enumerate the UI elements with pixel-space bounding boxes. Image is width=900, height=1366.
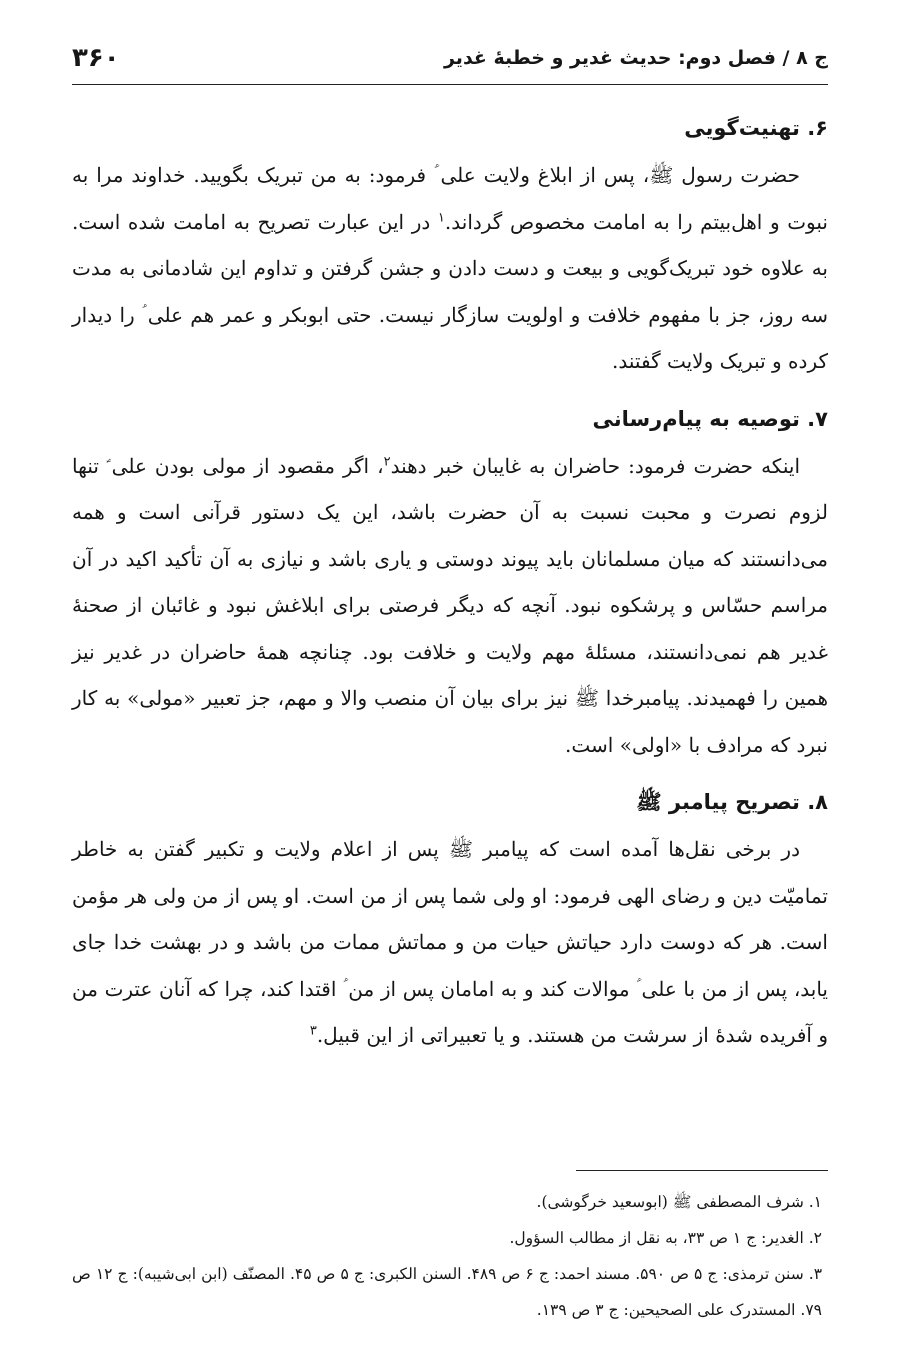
page-number: ۳۶۰ [72,43,120,73]
header-rule [72,84,828,85]
running-head [72,38,828,78]
footnote-1: ۱. شرف المصطفی ﷺ (ابوسعید خرگوشی). [536,1193,822,1211]
footnote-2: ۲. الغدیر: ج ۱ ص ۳۳، به نقل از مطالب السؤول. [509,1229,822,1247]
paragraph-text: در برخی نقل‌ها آمده است که پیامبر ﷺ پس از اعلام ولایت و تکبیر گفتن به خاطر تمامیّت دین و رضای الهی فرمود: او ولی شما پس از من است. او پس از من ولی هر مؤمن است. هر که دوست دارد حیاتش حیات من و مماتش ممات من باشد و در بهشت خدا جای یابد، پس از من با علی ؑ موالات کند و به امامان پس از من ؑ اقتدا کند، چرا که آنان عترت من و آفریده شدهٔ از سرشت من هستند. و یا تعبیراتی از این قبیل. [72,837,828,1047]
paragraph-text-continued: در این عبارت تصریح به امامت شده است. به علاوه خود تبریک‌گویی و بیعت و دست دادن و جشن گرفتن و تداوم این شادمانی به مدت سه روز، جز با مفهوم خلافت و اولویت سازگار نیست. حتی ابوبکر و عمر هم علی ؑ را دیدار کرده و تبریک ولایت گفتند. [72,209,828,373]
footnote-ref-3[interactable]: ۳ [309,1023,317,1039]
footnotes [72,1184,828,1328]
running-title: ج ۸ / فصل دوم: حدیث غدیر و خطبهٔ غدیر [443,47,828,69]
main-text [72,104,828,1069]
section-paragraph-7 [72,443,828,769]
paragraph-text: اینکه حضرت فرمود: حاضران به غایبان خبر دهند [390,453,800,478]
section-heading-7: ۷. توصیه به پیام‌رسانی [592,406,828,431]
footnote-ref-2[interactable]: ۲ [383,453,391,469]
section-paragraph-6 [72,152,828,385]
section-heading-6: ۶. تهنیت‌گویی [684,116,828,140]
paragraph-text: حضرت رسول ﷺ، پس از ابلاغ ولایت علی ؑ فرمود: به من تبریک بگویید. خداوند مرا به نبوت و اهل‌بیتم را به امامت مخصوص گرداند. [72,163,828,234]
section-heading-8: ۸. تصریح پیامبر ﷺ [636,790,828,814]
footnote-rule [576,1170,828,1171]
footnote-3: ۳. سنن ترمذی: ج ۵ ص ۵۹۰. مسند احمد: ج ۶ ص ۴۸۹. السنن الکبری: ج ۵ ص ۴۵. المصنّف (ابن ابی‌شیبه): ج ۱۲ ص ۷۹. المستدرک علی الصحیحین: ج ۳ ص ۱۳۹. [72,1265,823,1319]
paragraph-text-continued: ، اگر مقصود از مولی بودن علی ؑ تنها لزوم نصرت و محبت نسبت به آن حضرت باشد، این یک دستور قرآنی است و همه می‌دانستند که میان مسلمانان باید پیوند دوستی و یاری باشد و نیازی به آن تأکید اکید در آن مراسم حسّاس و پرشکوه نبود. آنچه که دیگر فرصتی برای ابلاغش نبود و غائبان از صحنهٔ غدیر هم نمی‌دانستند، مسئلهٔ مهم ولایت و خلافت بود. چنانچه همهٔ حاضران در غدیر نیز همین را فهمیدند. پیامبرخدا ﷺ نیز برای بیان آن منصب والا و مهم، جز تعبیر «مولی» به کار نبرد که مرادف با «اولی» است. [72,453,829,757]
section-paragraph-8 [72,826,828,1059]
footnote-ref-1[interactable]: ۱ [437,209,445,225]
